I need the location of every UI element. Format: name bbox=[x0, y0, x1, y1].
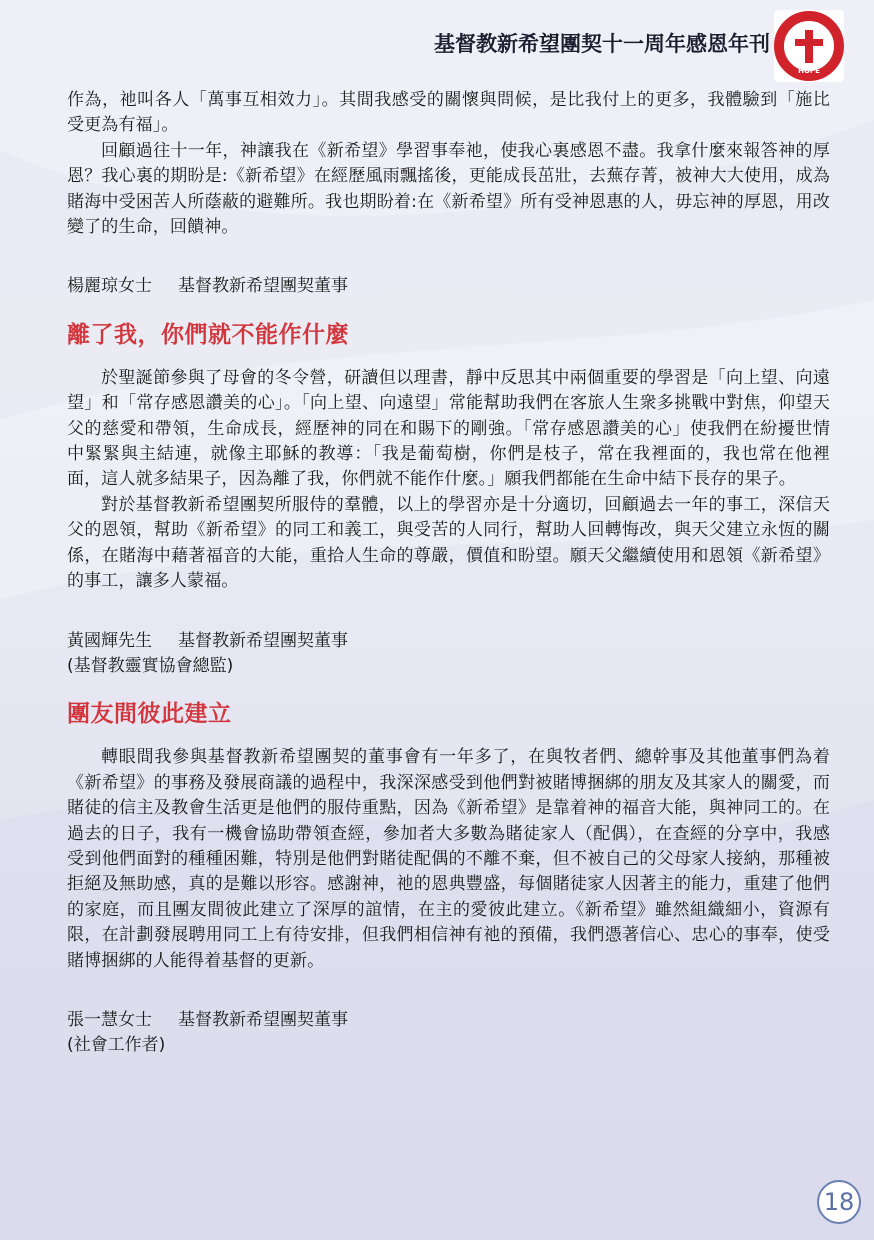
signature-role: 基督教新希望團契董事 bbox=[178, 276, 348, 297]
new-hope-logo bbox=[774, 10, 844, 82]
intro-paragraph-1: 作為，祂叫各人「萬事互相效力」。其間我感受的關懷與問候，是比我付上的更多，我體驗到「施比受更為有福」。 bbox=[67, 90, 830, 136]
logo-top-text: NEW bbox=[799, 21, 819, 29]
publication-title: 基督教新希望團契十一周年感恩年刊 bbox=[434, 31, 770, 56]
section-paragraph: 於聖誕節參與了母會的冬令營，研讀但以理書，靜中反思其中兩個重要的學習是「向上望、向遠望」和「常存感恩讚美的心」。「向上望、向遠望」常能幫助我們在客旅人生衆多挑戰中對焦，仰望天父的慈愛和帶領，生命成長，經歷神的同在和賜下的剛強。「常存感恩讚美的心」使我們在紛擾世情中緊緊與主結連，就像主耶穌的教導：「我是葡萄樹，你們是枝子，常在我裡面的，我也常在他裡面，這人就多結果子，因為離了我，你們就不能作什麼。」願我們都能在生命中結下長存的果子。 bbox=[67, 367, 830, 490]
section-title: 離了我，你們就不能作什麼 bbox=[67, 321, 349, 348]
logo-bottom-text: HOPE bbox=[798, 67, 820, 75]
section-paragraph: 轉眼間我參與基督教新希望團契的董事會有一年多了，在與牧者們、總幹事及其他董事們為着《新希望》的事務及發展商議的過程中，我深深感受到他們對被賭博捆綁的朋友及其家人的關愛，而賭徒的信主及教會生活更是他們的服侍重點，因為《新希望》是靠着神的福音大能，與神同工的。在過去的日子，我有一機會協助帶領查經，參加者大多數為賭徒家人（配偶），在查經的分享中，我感受到他們面對的種種困難，特別是他們對賭徒配偶的不離不棄，但不被自己的父母家人接納，那種被拒絕及無助感，真的是難以形容。感謝神，祂的恩典豐盛，每個賭徒家人因著主的能力，重建了他們的家庭，而且團友間彼此建立了深厚的誼情，在主的愛彼此建立。《新希望》雖然組織細小，資源有限，在計劃發展聘用同工上有待安排，但我們相信神有祂的預備，我們憑著信心、忠心的事奉，使受賭博捆綁的人能得着基督的更新。 bbox=[67, 747, 830, 971]
signature-name: 楊麗琼女士 bbox=[67, 276, 152, 297]
signature-role: 基督教新希望團契董事 bbox=[178, 1009, 348, 1030]
signature-affiliation: (基督教靈實協會總監) bbox=[67, 655, 234, 676]
signature-affiliation: (社會工作者) bbox=[67, 1035, 166, 1056]
section-signature bbox=[67, 1008, 830, 1059]
lifebuoy-cross-icon bbox=[774, 10, 844, 82]
intro-paragraph-2: 回顧過往十一年，神讓我在《新希望》學習事奉祂，使我心裏感恩不盡。我拿什麼來報答神的厚恩？我心裏的期盼是:《新希望》在經歷風雨飄搖後，更能成長茁壯，去蕪存菁，被神大大使用，成為賭海中受困苦人所蔭蔽的避難所。我也期盼着:在《新希望》所有受神恩惠的人，毋忘神的厚恩，用改變了的生命，回饋神。 bbox=[67, 140, 830, 238]
section-signature bbox=[67, 629, 830, 680]
section-paragraph: 對於基督教新希望團契所服侍的羣體，以上的學習亦是十分適切，回顧過去一年的事工，深信天父的恩領，幫助《新希望》的同工和義工，與受苦的人同行，幫助人回轉悔改，與天父建立永恆的關係，在賭海中藉著福音的大能，重拾人生命的尊嚴，價值和盼望。願天父繼續使用和恩領《新希望》的事工，讓多人蒙福。 bbox=[67, 494, 830, 592]
signature-role: 基督教新希望團契董事 bbox=[178, 630, 348, 651]
section-title: 團友間彼此建立 bbox=[67, 701, 232, 728]
page-number: 18 bbox=[817, 1180, 861, 1224]
signature-name: 黃國輝先生 bbox=[67, 630, 152, 651]
article-body bbox=[67, 88, 830, 1059]
intro-signature bbox=[67, 274, 830, 299]
signature-name: 張一慧女士 bbox=[67, 1009, 152, 1030]
